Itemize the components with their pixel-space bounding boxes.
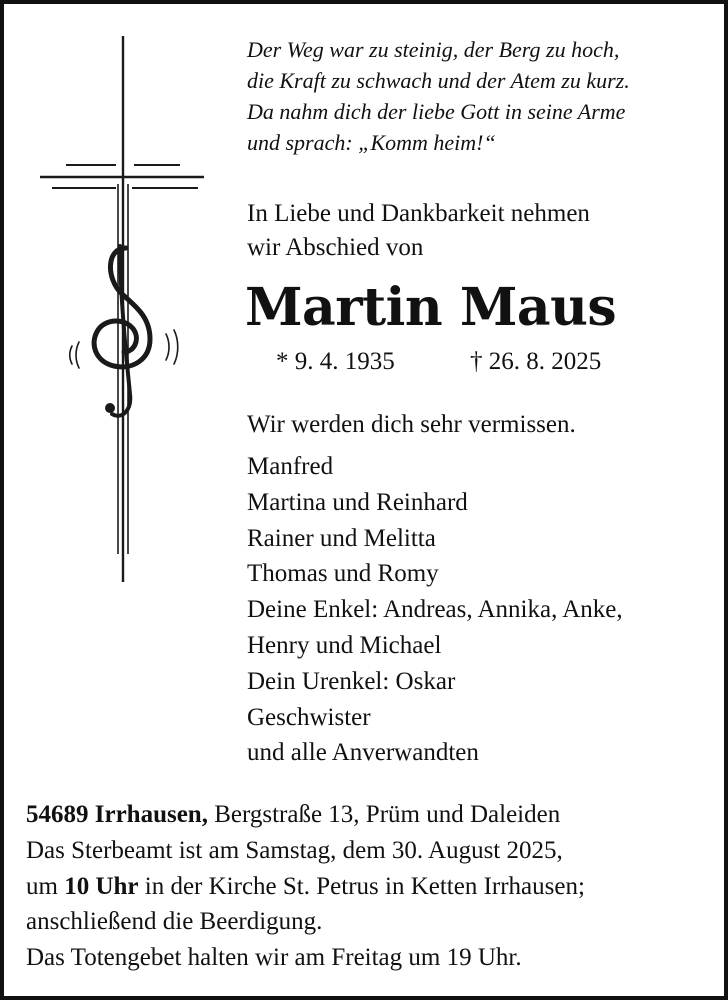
miss-line: Wir werden dich sehr vermissen. [247,411,576,438]
service-line-prefix: um [26,872,65,900]
service-time: 10 Uhr [64,872,139,900]
farewell-text [247,197,717,265]
service-line-suffix: in der Kirche St. Petrus in Ketten Irrhausen; [138,872,585,900]
cross-icon [34,34,209,589]
service-line: Das Sterbeamt ist am Samstag, dem 30. August 2025, [26,836,563,864]
address-bold: 54689 Irrhausen, [26,801,208,828]
mourner: Dein Urenkel: Oskar [247,667,456,695]
death-date-value: 26. 8. 2025 [488,348,602,375]
prayer-line: Das Totengebet halten wir am Freitag um 19 Uhr. [26,944,522,972]
poem-line: Der Weg war zu steinig, der Berg zu hoch, [247,37,620,62]
mourner: Martina und Reinhard [247,488,468,516]
service-line [26,869,716,905]
poem-line: und sprach: „Komm heim!“ [247,130,496,155]
birth-symbol: * [276,348,289,375]
birth-date [276,345,395,379]
mourner: Henry und Michael [247,631,442,659]
service-line: anschließend die Beerdigung. [26,908,323,936]
farewell-line: wir Abschied von [247,234,424,261]
mourner: Manfred [247,453,334,480]
mourner: und alle Anverwandten [247,739,479,767]
death-date [470,345,601,379]
birth-date-value: 9. 4. 1935 [294,348,395,375]
deceased-name: Martin Maus [245,277,617,338]
mourners-list [247,449,717,771]
mourner: Deine Enkel: Andreas, Annika, Anke, [247,596,623,624]
mourner: Thomas und Romy [247,560,439,588]
service-info [26,797,716,976]
poem [247,34,717,158]
mourner: Rainer und Melitta [247,524,436,552]
poem-line: Da nahm dich der liebe Gott in seine Arme [247,99,626,124]
address-line [26,797,716,833]
mourner: Geschwister [247,703,371,731]
address-rest: Bergstraße 13, Prüm und Daleiden [207,801,561,828]
farewell-line: In Liebe und Dankbarkeit nehmen [247,200,590,227]
death-symbol: † [470,348,483,375]
poem-line: die Kraft zu schwach und der Atem zu kurz. [247,68,630,93]
